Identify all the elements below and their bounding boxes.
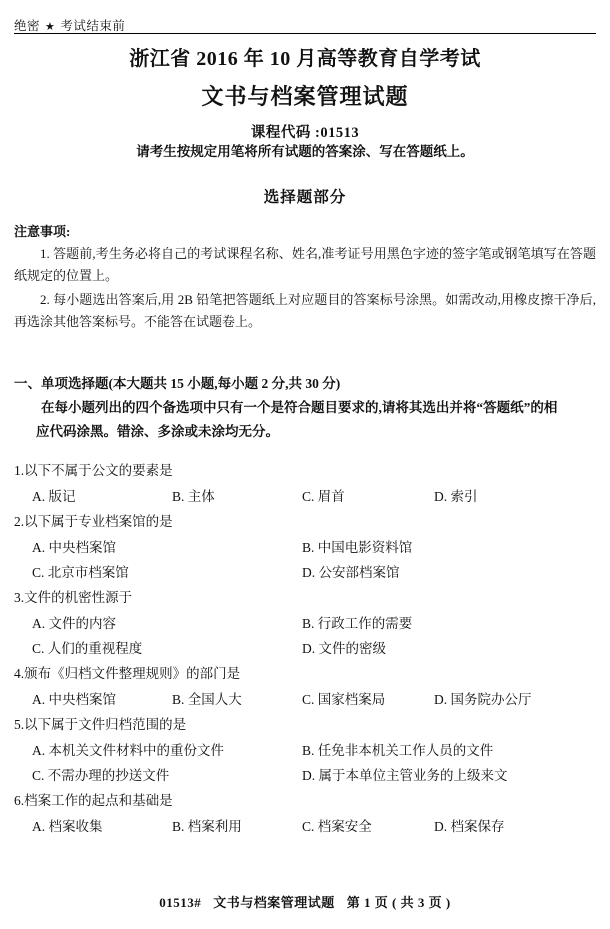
- secrecy-prefix: 绝密: [14, 19, 41, 33]
- question-item: [14, 663, 599, 712]
- part-one-title: 一、单项选择题(本大题共 15 小题,每小题 2 分,共 30 分): [14, 376, 341, 391]
- question-list: [14, 460, 599, 841]
- question-stem: [14, 663, 599, 685]
- option-b[interactable]: B. 主体: [172, 489, 215, 504]
- option-a[interactable]: A. 档案收集: [32, 819, 103, 834]
- part-one-description: [14, 396, 589, 444]
- question-item: [14, 790, 599, 839]
- question-item: [14, 587, 599, 661]
- exam-title-line1: 浙江省 2016 年 10 月高等教育自学考试: [129, 48, 481, 70]
- question-text: 文件的机密性源于: [24, 590, 133, 605]
- option-b[interactable]: B. 行政工作的需要: [302, 616, 413, 631]
- option-row: [14, 814, 599, 839]
- question-item: [14, 714, 599, 788]
- secrecy-notice: [14, 16, 125, 34]
- question-number: 2.: [14, 514, 25, 529]
- footer-page-info: 第 1 页 ( 共 3 页 ): [346, 895, 451, 910]
- exam-title-line2: 文书与档案管理试题: [201, 84, 409, 109]
- question-number: 4.: [14, 666, 25, 681]
- question-number: 1.: [14, 463, 25, 478]
- option-a[interactable]: A. 版记: [32, 489, 76, 504]
- option-a[interactable]: A. 中央档案馆: [32, 540, 116, 555]
- question-item: [14, 460, 599, 509]
- option-row: [14, 611, 599, 636]
- option-a[interactable]: A. 文件的内容: [32, 616, 116, 631]
- section-heading: 选择题部分: [263, 189, 347, 206]
- attention-item-1: 1. 答题前,考生务必将自己的考试课程名称、姓名,准考证号用黑色字迹的签字笔或钢笔填写在答题纸规定的位置上。: [14, 246, 596, 283]
- title-block: [0, 42, 610, 142]
- option-row: [14, 560, 599, 585]
- option-d[interactable]: D. 索引: [434, 489, 478, 504]
- footer-code: 01513#: [159, 895, 202, 910]
- attention-items: [14, 243, 596, 335]
- question-number: 5.: [14, 717, 25, 732]
- header-divider: [14, 33, 596, 34]
- attention-item-2: 2. 每小题选出答案后,用 2B 铅笔把答题纸上对应题目的答案标号涂黑。如需改动,用橡皮擦干净后,再选涂其他答案标号。不能答在试题卷上。: [14, 292, 596, 329]
- option-row: [14, 738, 599, 763]
- option-row: [14, 763, 599, 788]
- course-code: 课程代码 :01513: [250, 125, 360, 141]
- option-d[interactable]: D. 文件的密级: [302, 641, 386, 656]
- question-number: 3.: [14, 590, 25, 605]
- option-b[interactable]: B. 全国人大: [172, 692, 242, 707]
- question-text: 以下不属于公文的要素是: [24, 463, 173, 478]
- option-c[interactable]: C. 眉首: [302, 489, 345, 504]
- option-c[interactable]: C. 国家档案局: [302, 692, 386, 707]
- option-d[interactable]: D. 属于本单位主管业务的上级来文: [302, 768, 508, 783]
- option-b[interactable]: B. 中国电影资料馆: [302, 540, 413, 555]
- question-text: 颁布《归档文件整理规则》的部门是: [24, 666, 241, 681]
- question-text: 档案工作的起点和基础是: [24, 793, 173, 808]
- option-c[interactable]: C. 档案安全: [302, 819, 372, 834]
- option-a[interactable]: A. 中央档案馆: [32, 692, 116, 707]
- option-a[interactable]: A. 本机关文件材料中的重份文件: [32, 743, 224, 758]
- option-d[interactable]: D. 国务院办公厅: [434, 692, 532, 707]
- option-d[interactable]: D. 档案保存: [434, 819, 505, 834]
- secrecy-suffix: 考试结束前: [60, 19, 126, 33]
- option-b[interactable]: B. 任免非本机关工作人员的文件: [302, 743, 494, 758]
- option-row: [14, 535, 599, 560]
- option-c[interactable]: C. 北京市档案馆: [32, 565, 129, 580]
- part-one-desc-line1: 在每小题列出的四个备选项中只有一个是符合题目要求的,请将其选出并将“答题纸”的相: [41, 400, 558, 415]
- question-text: 以下属于专业档案馆的是: [24, 514, 173, 529]
- star-icon: ★: [45, 21, 56, 33]
- question-stem: [14, 714, 599, 736]
- pen-instruction: 请考生按规定用笔将所有试题的答案涂、写在答题纸上。: [136, 144, 474, 159]
- footer-paper-name: 文书与档案管理试题: [213, 895, 335, 910]
- option-c[interactable]: C. 人们的重视程度: [32, 641, 143, 656]
- option-row: [14, 636, 599, 661]
- option-row: [14, 687, 599, 712]
- question-text: 以下属于文件归档范围的是: [24, 717, 187, 732]
- option-d[interactable]: D. 公安部档案馆: [302, 565, 400, 580]
- question-stem: [14, 511, 599, 533]
- question-stem: [14, 460, 599, 482]
- question-stem: [14, 587, 599, 609]
- question-item: [14, 511, 599, 585]
- question-stem: [14, 790, 599, 812]
- attention-label: 注意事项:: [14, 224, 71, 239]
- option-b[interactable]: B. 档案利用: [172, 819, 242, 834]
- page-footer: [0, 892, 610, 911]
- option-c[interactable]: C. 不需办理的抄送文件: [32, 768, 170, 783]
- question-number: 6.: [14, 793, 25, 808]
- part-one-desc-line2: 应代码涂黑。错涂、多涂或未涂均无分。: [36, 424, 279, 439]
- option-row: [14, 484, 599, 509]
